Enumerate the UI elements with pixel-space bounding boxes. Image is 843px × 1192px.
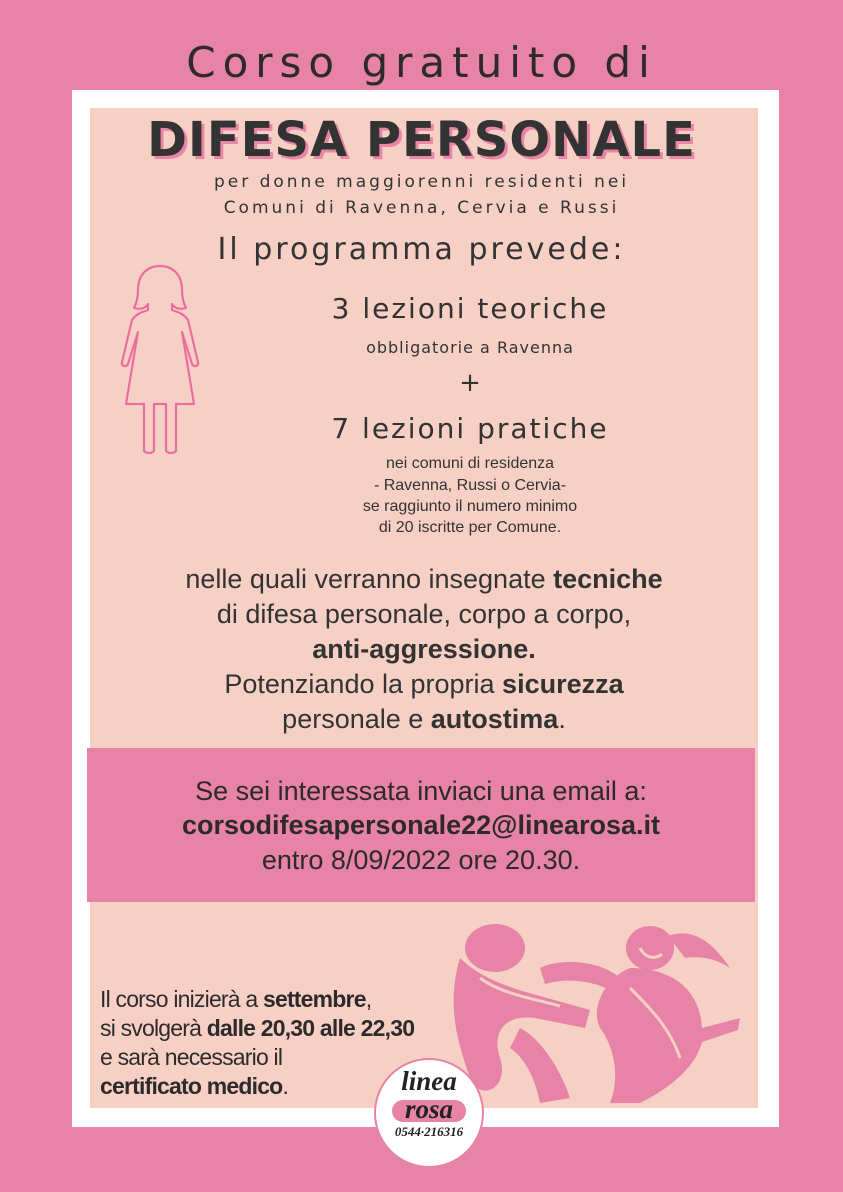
logo-phone: 0544·216316 xyxy=(394,1124,464,1139)
subtitle-line-2: Comuni di Ravenna, Cervia e Russi xyxy=(223,198,620,218)
woman-icon xyxy=(118,262,202,458)
self-defense-illustration xyxy=(440,918,740,1108)
subtitle-line-1: per donne maggiorenni residenti nei xyxy=(213,172,630,192)
info-text: Il corso inizierà a xyxy=(100,986,263,1012)
plus-sign: + xyxy=(459,368,481,398)
contact-email[interactable]: corsodifesapersonale22@linearosa.it xyxy=(181,810,661,840)
desc-text: Potenziando la propria xyxy=(224,669,503,699)
course-description xyxy=(90,562,758,737)
lesson1-note: obbligatorie a Ravenna xyxy=(366,338,574,357)
desc-text: personale e xyxy=(282,704,431,734)
desc-bold: sicurezza xyxy=(502,669,624,699)
desc-bold: anti-aggressione. xyxy=(312,634,536,664)
info-bold: certificato medico xyxy=(100,1073,283,1099)
info-text: si svolgerà xyxy=(100,1015,207,1041)
contact-deadline: entro 8/09/2022 ore 20.30. xyxy=(261,845,581,875)
lesson2-note-2: - Ravenna, Russi o Cervia- xyxy=(373,477,567,494)
lesson2-note-3: se raggiunto il numero minimo xyxy=(362,498,578,515)
logo-line-2: rosa xyxy=(404,1094,453,1124)
course-info xyxy=(100,985,414,1101)
desc-text: di difesa personale, corpo a corpo, xyxy=(216,599,632,629)
desc-bold: autostima xyxy=(430,704,559,734)
lesson2-note-4: di 20 iscritte per Comune. xyxy=(378,519,562,536)
logo-line-1: linea xyxy=(401,1066,457,1096)
lesson1-title: 3 lezioni teoriche xyxy=(331,292,609,325)
headline: DIFESA PERSONALE xyxy=(147,112,696,168)
desc-text: . xyxy=(558,704,566,734)
linea-rosa-logo xyxy=(374,1058,484,1168)
info-text: , xyxy=(365,986,372,1012)
info-text: . xyxy=(282,1073,289,1099)
info-bold: dalle 20,30 alle 22,30 xyxy=(206,1015,415,1041)
lesson2-note-1: nei comuni di residenza xyxy=(385,455,555,472)
contact-line: Se sei interessata inviaci una email a: xyxy=(195,776,647,806)
info-bold: settembre xyxy=(262,986,366,1012)
lesson2-title: 7 lezioni pratiche xyxy=(331,412,609,445)
desc-text: nelle quali verranno insegnate xyxy=(185,564,554,594)
page-title: Corso gratuito di xyxy=(186,38,657,87)
info-text: e sarà necessario il xyxy=(100,1044,283,1070)
program-title: Il programma prevede: xyxy=(217,232,626,267)
desc-bold: tecniche xyxy=(553,564,663,594)
